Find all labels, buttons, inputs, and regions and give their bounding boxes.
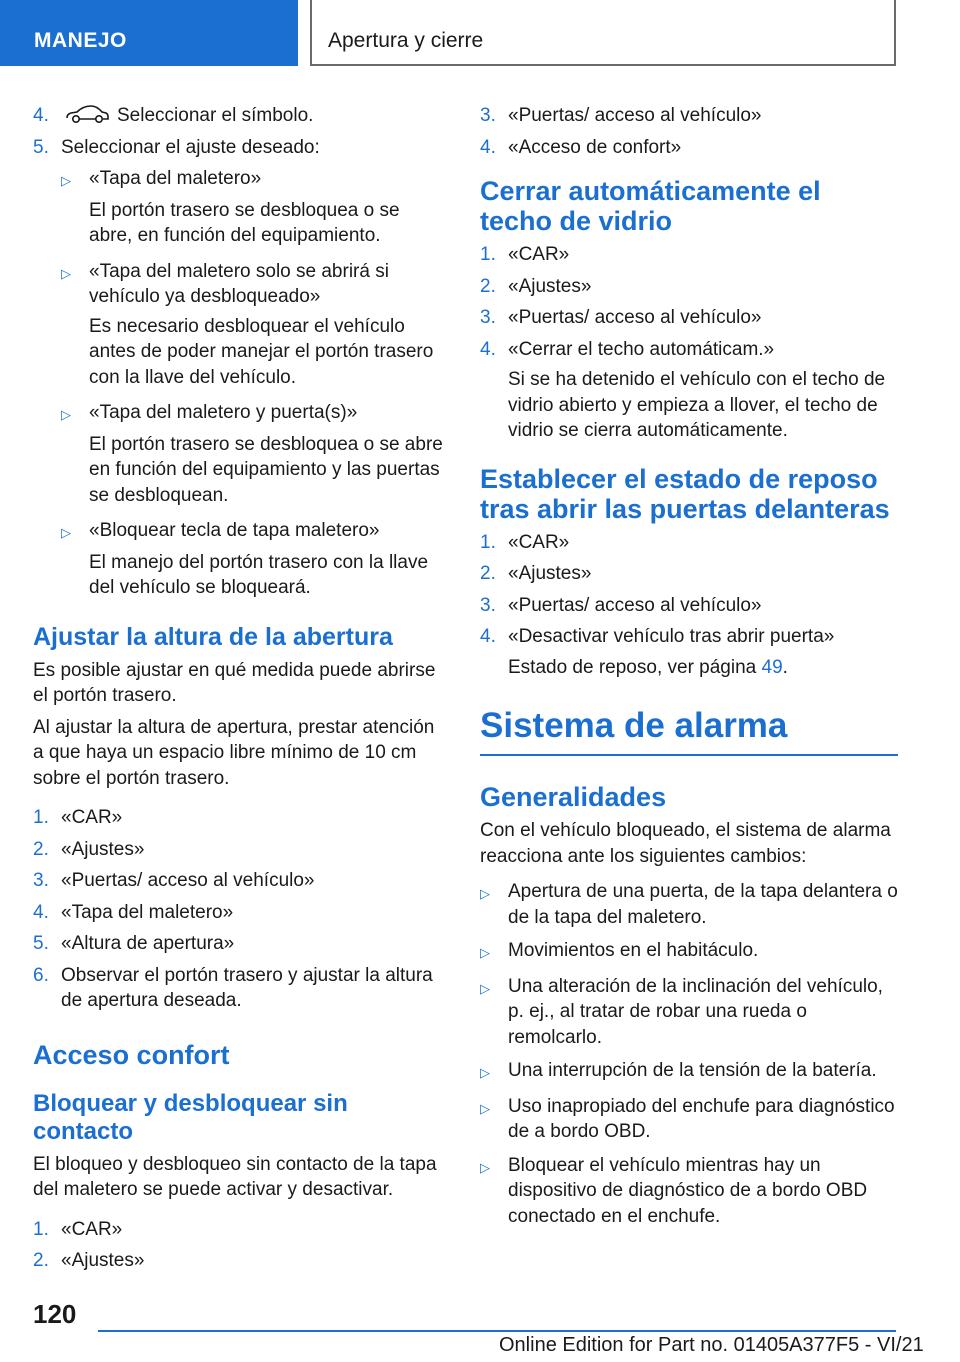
list-item-text: Bloquear el vehículo mientras hay un dispositivo de diagnóstico de a bordo OBD conectado en el enchufe. bbox=[508, 1154, 868, 1227]
step-text: «CAR» bbox=[508, 531, 570, 553]
list-item-text: Una interrupción de la tensión de la batería. bbox=[508, 1060, 877, 1081]
page-reference-link[interactable]: 49 bbox=[761, 656, 783, 678]
subsection-heading: Bloquear y desbloquear sin contacto bbox=[33, 1089, 348, 1145]
step-text: «Desactivar vehículo tras abrir puerta» bbox=[508, 626, 835, 647]
triangle-bullet-icon: ▷ bbox=[61, 173, 71, 188]
step-text: «Acceso de confort» bbox=[508, 136, 682, 158]
step-item bbox=[33, 931, 447, 957]
paragraph: Al ajustar la altura de apertura, prestar atención a que haya un espacio libre mínimo de 10 cm sobre el portón trasero. bbox=[33, 716, 435, 789]
section-heading: Acceso confort bbox=[33, 1039, 230, 1070]
triangle-bullet-icon: ▷ bbox=[480, 1065, 490, 1080]
step-text: Seleccionar el símbolo. bbox=[117, 105, 314, 126]
step-text: «Ajustes» bbox=[61, 838, 145, 860]
right-column bbox=[480, 103, 898, 1237]
chapter-title: Apertura y cierre bbox=[310, 0, 896, 66]
step-item bbox=[480, 242, 898, 268]
list-item bbox=[480, 938, 898, 966]
step-number: 4. bbox=[480, 626, 496, 647]
step-text: «Puertas/ acceso al vehículo» bbox=[61, 870, 315, 891]
option-description: El portón trasero se desbloquea o se abre en función del equipamiento y las puertas se desbloquean. bbox=[89, 433, 443, 506]
step-number: 2. bbox=[33, 1250, 49, 1271]
car-outline-icon bbox=[65, 104, 109, 124]
step-item bbox=[480, 135, 898, 161]
step-text: «Puertas/ acceso al vehículo» bbox=[508, 594, 762, 616]
section-heading: Ajustar la altura de la abertura bbox=[33, 622, 393, 651]
section-heading: Establecer el estado de reposo tras abrir las puertas delanteras bbox=[480, 463, 890, 524]
step-text: «Puertas/ acceso al vehículo» bbox=[508, 105, 762, 126]
step-number: 4. bbox=[480, 136, 496, 158]
step-item bbox=[33, 103, 447, 129]
step-item bbox=[33, 837, 447, 863]
page-number: 120 bbox=[33, 1299, 77, 1329]
triangle-bullet-icon: ▷ bbox=[480, 886, 490, 901]
step-text: «CAR» bbox=[508, 244, 570, 265]
step-note: Si se ha detenido el vehículo con el techo de vidrio abierto y empieza a llover, el techo de vidrio se cierra automáticamente. bbox=[508, 369, 886, 441]
note-text: Estado de reposo, ver página bbox=[508, 656, 757, 678]
step-item bbox=[480, 624, 898, 650]
step-item bbox=[33, 1217, 447, 1243]
step-number: 2. bbox=[33, 838, 49, 860]
triangle-bullet-icon: ▷ bbox=[480, 1159, 490, 1175]
chapter-heading: Sistema de alarma bbox=[480, 706, 898, 756]
step-text: «Ajustes» bbox=[508, 563, 592, 584]
step-item bbox=[33, 900, 447, 926]
list-item bbox=[480, 974, 898, 1051]
step-item bbox=[480, 274, 898, 300]
step-text: «Cerrar el techo automáticam.» bbox=[508, 338, 775, 360]
option-label: «Tapa del maletero» bbox=[89, 168, 262, 189]
step-number: 5. bbox=[33, 933, 49, 954]
step-text: «Ajustes» bbox=[508, 275, 592, 297]
step-text: Observar el portón trasero y ajustar la altura de apertura deseada. bbox=[61, 964, 433, 1011]
step-item bbox=[480, 305, 898, 331]
step-item bbox=[480, 337, 898, 363]
step-number: 4. bbox=[33, 105, 49, 126]
step-number: 3. bbox=[480, 105, 496, 126]
step-item bbox=[480, 103, 898, 129]
step-text: «Altura de apertura» bbox=[61, 933, 235, 954]
list-item bbox=[480, 1094, 898, 1145]
triangle-bullet-icon: ▷ bbox=[61, 265, 71, 281]
triangle-bullet-icon: ▷ bbox=[480, 1100, 490, 1116]
triangle-bullet-icon: ▷ bbox=[61, 525, 71, 540]
step-number: 1. bbox=[480, 244, 496, 265]
note-suffix: . bbox=[782, 656, 788, 678]
step-item bbox=[33, 805, 447, 831]
step-text: Seleccionar el ajuste deseado: bbox=[61, 136, 320, 158]
list-item bbox=[480, 1153, 898, 1230]
option-label: «Tapa del maletero solo se abrirá si vehículo ya desbloqueado» bbox=[89, 260, 389, 307]
section-heading: Cerrar automáticamente el techo de vidrio bbox=[480, 176, 821, 236]
option-item bbox=[33, 400, 447, 428]
step-item bbox=[480, 561, 898, 587]
option-description: El manejo del portón trasero con la llave del vehículo se bloqueará. bbox=[89, 551, 429, 598]
triangle-bullet-icon: ▷ bbox=[61, 407, 71, 422]
option-item bbox=[33, 259, 447, 310]
paragraph: Es posible ajustar en qué medida puede abrirse el portón trasero. bbox=[33, 659, 436, 706]
section-tab[interactable]: MANEJO bbox=[0, 0, 298, 66]
step-number: 1. bbox=[33, 807, 49, 828]
triangle-bullet-icon: ▷ bbox=[480, 980, 490, 996]
edition-note: Online Edition for Part no. 01405A377F5 - VI/21 bbox=[499, 1334, 924, 1356]
option-item bbox=[33, 166, 447, 194]
step-text: «CAR» bbox=[61, 1218, 123, 1240]
step-item bbox=[33, 135, 447, 161]
triangle-bullet-icon: ▷ bbox=[480, 945, 490, 960]
step-number: 3. bbox=[33, 870, 49, 891]
step-item bbox=[33, 868, 447, 894]
list-item bbox=[480, 1058, 898, 1086]
step-text: «CAR» bbox=[61, 807, 123, 828]
step-item bbox=[480, 593, 898, 619]
step-number: 1. bbox=[480, 531, 496, 553]
step-number: 1. bbox=[33, 1218, 49, 1240]
list-item bbox=[480, 879, 898, 930]
step-number: 3. bbox=[480, 594, 496, 616]
page-header bbox=[0, 0, 960, 66]
step-item bbox=[33, 963, 447, 1014]
step-number: 4. bbox=[480, 338, 496, 360]
step-note bbox=[480, 655, 898, 681]
list-item-text: Movimientos en el habitáculo. bbox=[508, 940, 759, 961]
step-text: «Ajustes» bbox=[61, 1250, 145, 1271]
step-text: «Tapa del maletero» bbox=[61, 901, 234, 923]
option-description: El portón trasero se desbloquea o se abre, en función del equipamiento. bbox=[89, 199, 400, 246]
step-item bbox=[33, 1248, 447, 1274]
option-label: «Bloquear tecla de tapa maletero» bbox=[89, 520, 380, 541]
step-number: 5. bbox=[33, 136, 49, 158]
section-heading: Generalidades bbox=[480, 782, 667, 812]
footer-divider bbox=[98, 1330, 896, 1332]
step-text: «Puertas/ acceso al vehículo» bbox=[508, 307, 762, 328]
paragraph: El bloqueo y desbloqueo sin contacto de la tapa del maletero se puede activar y desactivar. bbox=[33, 1153, 437, 1200]
step-number: 2. bbox=[480, 275, 496, 297]
step-number: 6. bbox=[33, 964, 49, 986]
option-description: Es necesario desbloquear el vehículo antes de poder manejar el portón trasero con la llave del vehículo. bbox=[89, 315, 434, 388]
option-item bbox=[33, 518, 447, 546]
paragraph: Con el vehículo bloqueado, el sistema de alarma reacciona ante los siguientes cambios: bbox=[480, 820, 891, 867]
step-number: 3. bbox=[480, 307, 496, 328]
step-number: 4. bbox=[33, 901, 49, 923]
step-number: 2. bbox=[480, 563, 496, 584]
list-item-text: Uso inapropiado del enchufe para diagnóstico de a bordo OBD. bbox=[508, 1095, 895, 1142]
left-column bbox=[33, 103, 447, 1280]
step-item bbox=[480, 530, 898, 556]
list-item-text: Apertura de una puerta, de la tapa delantera o de la tapa del maletero. bbox=[508, 881, 898, 928]
list-item-text: Una alteración de la inclinación del vehículo, p. ej., al tratar de robar una rueda o remolcarlo. bbox=[508, 975, 883, 1048]
option-label: «Tapa del maletero y puerta(s)» bbox=[89, 402, 358, 423]
